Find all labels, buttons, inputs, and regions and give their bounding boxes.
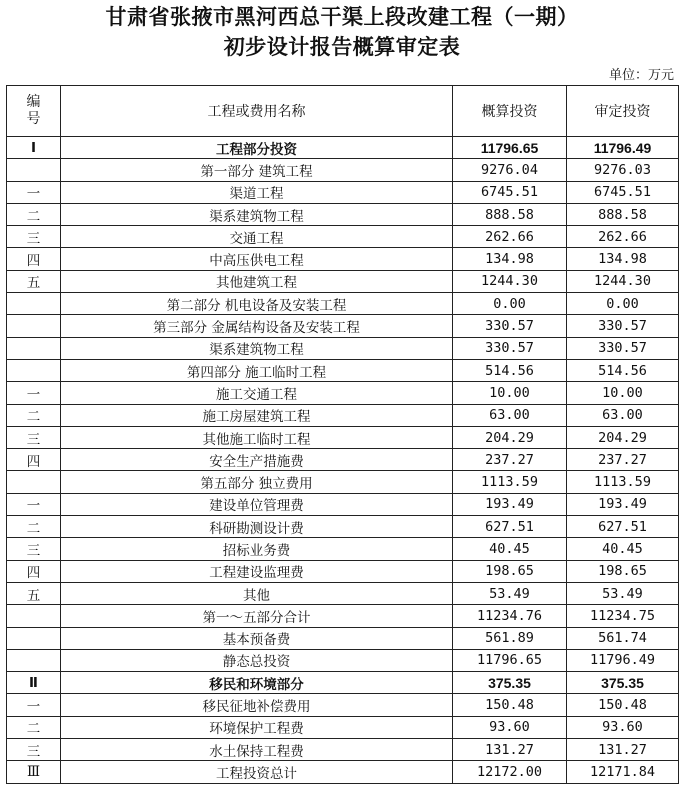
cell-approved: 330.57 <box>567 315 679 337</box>
cell-no: 二 <box>7 203 61 225</box>
cell-estimate: 262.66 <box>453 226 567 248</box>
cell-name: 施工交通工程 <box>61 382 453 404</box>
cell-name: 环境保护工程费 <box>61 716 453 738</box>
table-row <box>7 672 679 694</box>
cell-approved: 11796.49 <box>567 649 679 671</box>
cell-estimate: 11796.65 <box>453 649 567 671</box>
unit-label: 单位：万元 <box>608 68 674 83</box>
table-row <box>7 315 679 337</box>
cell-estimate: 6745.51 <box>453 181 567 203</box>
cell-name: 第一～五部分合计 <box>61 605 453 627</box>
cell-no: 三 <box>7 739 61 761</box>
cell-no <box>7 627 61 649</box>
table-row <box>7 627 679 649</box>
table-row <box>7 203 679 225</box>
table-row <box>7 471 679 493</box>
cell-estimate: 198.65 <box>453 560 567 582</box>
cell-no: 一 <box>7 493 61 515</box>
cell-estimate: 11796.65 <box>453 137 567 159</box>
document-title-line1: 甘肃省张掖市黑河西总干渠上段改建工程（一期） <box>105 4 579 29</box>
cell-no: 四 <box>7 248 61 270</box>
cell-no: 五 <box>7 582 61 604</box>
table-row <box>7 716 679 738</box>
cell-estimate: 150.48 <box>453 694 567 716</box>
cell-name: 其他建筑工程 <box>61 270 453 292</box>
cell-name: 基本预备费 <box>61 627 453 649</box>
cell-no: 三 <box>7 426 61 448</box>
estimate-table <box>6 85 679 784</box>
cell-name: 移民和环境部分 <box>61 672 453 694</box>
cell-name: 渠系建筑物工程 <box>61 203 453 225</box>
cell-approved: 375.35 <box>567 672 679 694</box>
cell-estimate: 330.57 <box>453 315 567 337</box>
cell-approved: 330.57 <box>567 337 679 359</box>
table-row <box>7 337 679 359</box>
cell-name: 第四部分 施工临时工程 <box>61 359 453 381</box>
cell-estimate: 63.00 <box>453 404 567 426</box>
header-name: 工程或费用名称 <box>61 86 453 137</box>
cell-estimate: 204.29 <box>453 426 567 448</box>
cell-name: 静态总投资 <box>61 649 453 671</box>
cell-name: 工程投资总计 <box>61 761 453 783</box>
cell-approved: 11234.75 <box>567 605 679 627</box>
table-row <box>7 270 679 292</box>
cell-no: 二 <box>7 404 61 426</box>
cell-name: 建设单位管理费 <box>61 493 453 515</box>
cell-approved: 627.51 <box>567 516 679 538</box>
cell-estimate: 193.49 <box>453 493 567 515</box>
cell-approved: 198.65 <box>567 560 679 582</box>
table-row <box>7 248 679 270</box>
header-estimate: 概算投资 <box>453 86 567 137</box>
table-row <box>7 449 679 471</box>
table-row <box>7 761 679 783</box>
table-row <box>7 582 679 604</box>
header-no: 编 号 <box>7 86 61 137</box>
cell-approved: 561.74 <box>567 627 679 649</box>
cell-estimate: 330.57 <box>453 337 567 359</box>
cell-no: 一 <box>7 181 61 203</box>
cell-approved: 134.98 <box>567 248 679 270</box>
cell-estimate: 40.45 <box>453 538 567 560</box>
cell-approved: 888.58 <box>567 203 679 225</box>
cell-approved: 1113.59 <box>567 471 679 493</box>
cell-no: Ⅰ <box>7 137 61 159</box>
cell-estimate: 237.27 <box>453 449 567 471</box>
table-row <box>7 694 679 716</box>
cell-name: 渠道工程 <box>61 181 453 203</box>
document-title-line2: 初步设计报告概算审定表 <box>223 34 461 59</box>
cell-no <box>7 293 61 315</box>
cell-name: 科研勘测设计费 <box>61 516 453 538</box>
cell-no <box>7 315 61 337</box>
cell-estimate: 12172.00 <box>453 761 567 783</box>
cell-name: 第一部分 建筑工程 <box>61 159 453 181</box>
cell-approved: 9276.03 <box>567 159 679 181</box>
table-row <box>7 293 679 315</box>
cell-estimate: 514.56 <box>453 359 567 381</box>
cell-estimate: 11234.76 <box>453 605 567 627</box>
cell-name: 水土保持工程费 <box>61 739 453 761</box>
cell-name: 第三部分 金属结构设备及安装工程 <box>61 315 453 337</box>
cell-name: 其他施工临时工程 <box>61 426 453 448</box>
table-row <box>7 426 679 448</box>
cell-no <box>7 159 61 181</box>
cell-name: 交通工程 <box>61 226 453 248</box>
cell-name: 中高压供电工程 <box>61 248 453 270</box>
cell-name: 其他 <box>61 582 453 604</box>
cell-no <box>7 649 61 671</box>
table-row <box>7 359 679 381</box>
table-row <box>7 181 679 203</box>
cell-no <box>7 605 61 627</box>
cell-estimate: 10.00 <box>453 382 567 404</box>
cell-approved: 204.29 <box>567 426 679 448</box>
cell-estimate: 93.60 <box>453 716 567 738</box>
cell-estimate: 131.27 <box>453 739 567 761</box>
cell-approved: 6745.51 <box>567 181 679 203</box>
cell-no: Ⅱ <box>7 672 61 694</box>
cell-no: 一 <box>7 382 61 404</box>
table-row <box>7 605 679 627</box>
header-approved: 审定投资 <box>567 86 679 137</box>
table-row <box>7 538 679 560</box>
cell-no: 二 <box>7 516 61 538</box>
cell-estimate: 888.58 <box>453 203 567 225</box>
cell-no: 三 <box>7 538 61 560</box>
cell-estimate: 1113.59 <box>453 471 567 493</box>
cell-no <box>7 337 61 359</box>
cell-no: 五 <box>7 270 61 292</box>
cell-approved: 262.66 <box>567 226 679 248</box>
cell-approved: 131.27 <box>567 739 679 761</box>
cell-name: 施工房屋建筑工程 <box>61 404 453 426</box>
cell-estimate: 375.35 <box>453 672 567 694</box>
cell-name: 渠系建筑物工程 <box>61 337 453 359</box>
cell-name: 第五部分 独立费用 <box>61 471 453 493</box>
cell-approved: 150.48 <box>567 694 679 716</box>
table-row <box>7 649 679 671</box>
table-row <box>7 382 679 404</box>
table-row <box>7 493 679 515</box>
cell-approved: 1244.30 <box>567 270 679 292</box>
cell-estimate: 9276.04 <box>453 159 567 181</box>
table-header-row <box>7 86 679 137</box>
cell-name: 招标业务费 <box>61 538 453 560</box>
cell-no: 四 <box>7 560 61 582</box>
cell-no: 一 <box>7 694 61 716</box>
cell-name: 安全生产措施费 <box>61 449 453 471</box>
cell-no <box>7 359 61 381</box>
cell-no <box>7 471 61 493</box>
cell-estimate: 1244.30 <box>453 270 567 292</box>
cell-approved: 53.49 <box>567 582 679 604</box>
cell-no: 二 <box>7 716 61 738</box>
cell-approved: 12171.84 <box>567 761 679 783</box>
cell-approved: 237.27 <box>567 449 679 471</box>
cell-approved: 11796.49 <box>567 137 679 159</box>
table-row <box>7 159 679 181</box>
table-row <box>7 404 679 426</box>
cell-name: 移民征地补偿费用 <box>61 694 453 716</box>
cell-approved: 514.56 <box>567 359 679 381</box>
cell-estimate: 53.49 <box>453 582 567 604</box>
cell-name: 第二部分 机电设备及安装工程 <box>61 293 453 315</box>
cell-approved: 93.60 <box>567 716 679 738</box>
cell-approved: 10.00 <box>567 382 679 404</box>
table-row <box>7 226 679 248</box>
cell-estimate: 134.98 <box>453 248 567 270</box>
cell-name: 工程部分投资 <box>61 137 453 159</box>
table-body <box>7 137 679 784</box>
cell-approved: 193.49 <box>567 493 679 515</box>
cell-name: 工程建设监理费 <box>61 560 453 582</box>
cell-approved: 63.00 <box>567 404 679 426</box>
cell-estimate: 0.00 <box>453 293 567 315</box>
cell-estimate: 627.51 <box>453 516 567 538</box>
table-row <box>7 137 679 159</box>
table-row <box>7 516 679 538</box>
cell-approved: 0.00 <box>567 293 679 315</box>
table-row <box>7 739 679 761</box>
cell-no: 三 <box>7 226 61 248</box>
cell-no: 四 <box>7 449 61 471</box>
cell-no: Ⅲ <box>7 761 61 783</box>
cell-approved: 40.45 <box>567 538 679 560</box>
table-row <box>7 560 679 582</box>
cell-estimate: 561.89 <box>453 627 567 649</box>
